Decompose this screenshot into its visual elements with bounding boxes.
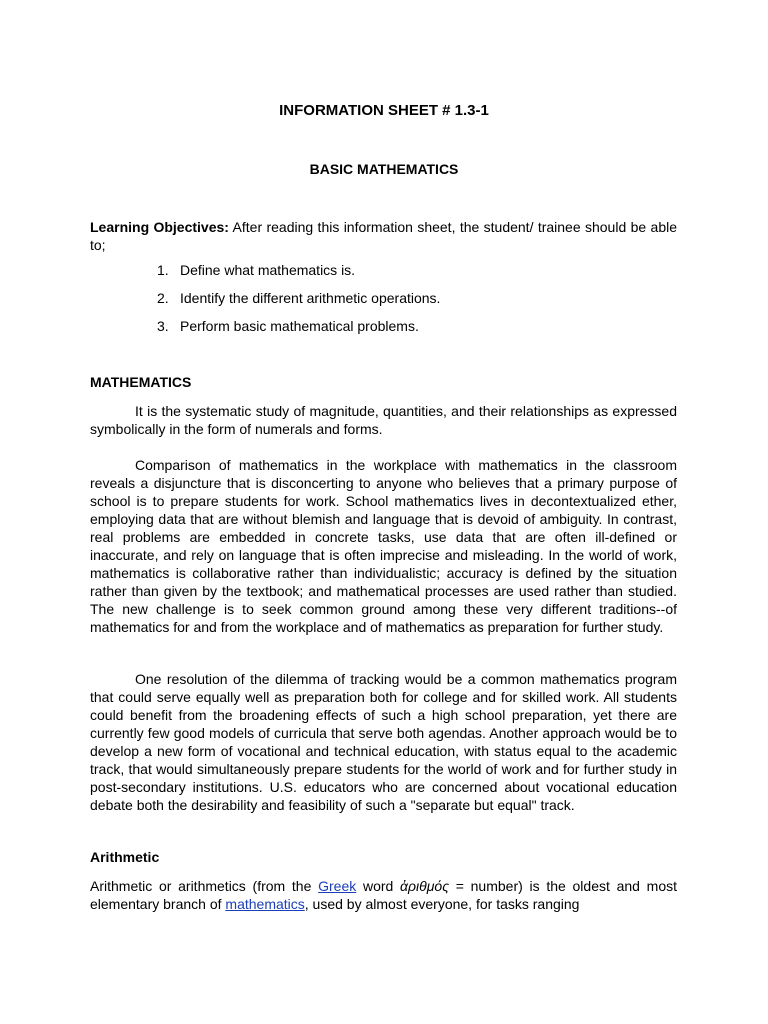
section-heading-mathematics: MATHEMATICS bbox=[90, 374, 192, 390]
paragraph-arithmetic bbox=[90, 877, 677, 913]
greek-word: ἀριθμός bbox=[400, 878, 450, 894]
section-heading-arithmetic: Arithmetic bbox=[90, 849, 160, 865]
list-number: 3. bbox=[157, 318, 169, 334]
list-number: 2. bbox=[157, 290, 169, 306]
page-title: INFORMATION SHEET # 1.3-1 bbox=[279, 102, 489, 119]
list-number: 1. bbox=[157, 262, 169, 278]
objectives-list bbox=[157, 261, 440, 345]
list-item-text: Identify the different arithmetic operations. bbox=[180, 290, 441, 306]
mathematics-link[interactable]: mathematics bbox=[225, 896, 305, 912]
paragraph-resolution: One resolution of the dilemma of tracking would be a common mathematics program that could serve equally well as preparation both for college and for skilled work. All students could benefit from the broadening effects of such a high school preparation, yet there are currently few good models of curricula that serve both agendas. Another approach would be to develop a new form of vocational and technical education, with status equal to the academic track, that would simultaneously prepare students for the world of work and for further study in post-secondary institutions. U.S. educators who are concerned about vocational education debate both the desirability and feasibility of such a "separate but equal" track. bbox=[90, 671, 677, 813]
learning-objectives-label: Learning Objectives: bbox=[90, 219, 229, 235]
list-item bbox=[157, 289, 440, 317]
learning-objectives-intro bbox=[90, 218, 677, 254]
text-run: , used by almost everyone, for tasks ranging bbox=[304, 896, 580, 912]
text-run: = number) is the oldest and most elementary branch of bbox=[90, 878, 678, 912]
list-item-text: Define what mathematics is. bbox=[180, 262, 356, 278]
page-subtitle: BASIC MATHEMATICS bbox=[309, 161, 459, 177]
paragraph-definition: It is the systematic study of magnitude, quantities, and their relationships as expressed symbolically in the form of numerals and forms. bbox=[90, 403, 677, 437]
greek-link[interactable]: Greek bbox=[318, 878, 357, 894]
list-item bbox=[157, 317, 440, 345]
paragraph-comparison: Comparison of mathematics in the workplace with mathematics in the classroom reveals a disjuncture that is disconcerting to anyone who believes that a primary purpose of school is to prepare students for work. School mathematics lives in decontextualized ether, employing data that are without blemish and language that is devoid of ambiguity. In contrast, real problems are embedded in concrete tasks, use data that are often ill-defined or inaccurate, and rely on language that is often imprecise and misleading. In the world of work, mathematics is collaborative rather than individualistic; accuracy is defined by the situation rather than given by the textbook; and mathematical processes are used rather than studied. The new challenge is to seek common ground among these very different traditions--of mathematics for and from the workplace and of mathematics as preparation for further study. bbox=[90, 457, 677, 635]
text-run: word bbox=[356, 878, 401, 894]
list-item bbox=[157, 261, 440, 289]
text-run: Arithmetic or arithmetics (from the bbox=[90, 878, 319, 894]
list-item-text: Perform basic mathematical problems. bbox=[180, 318, 419, 334]
learning-objectives-text: After reading this information sheet, the student/ trainee should be able to; bbox=[90, 219, 678, 253]
